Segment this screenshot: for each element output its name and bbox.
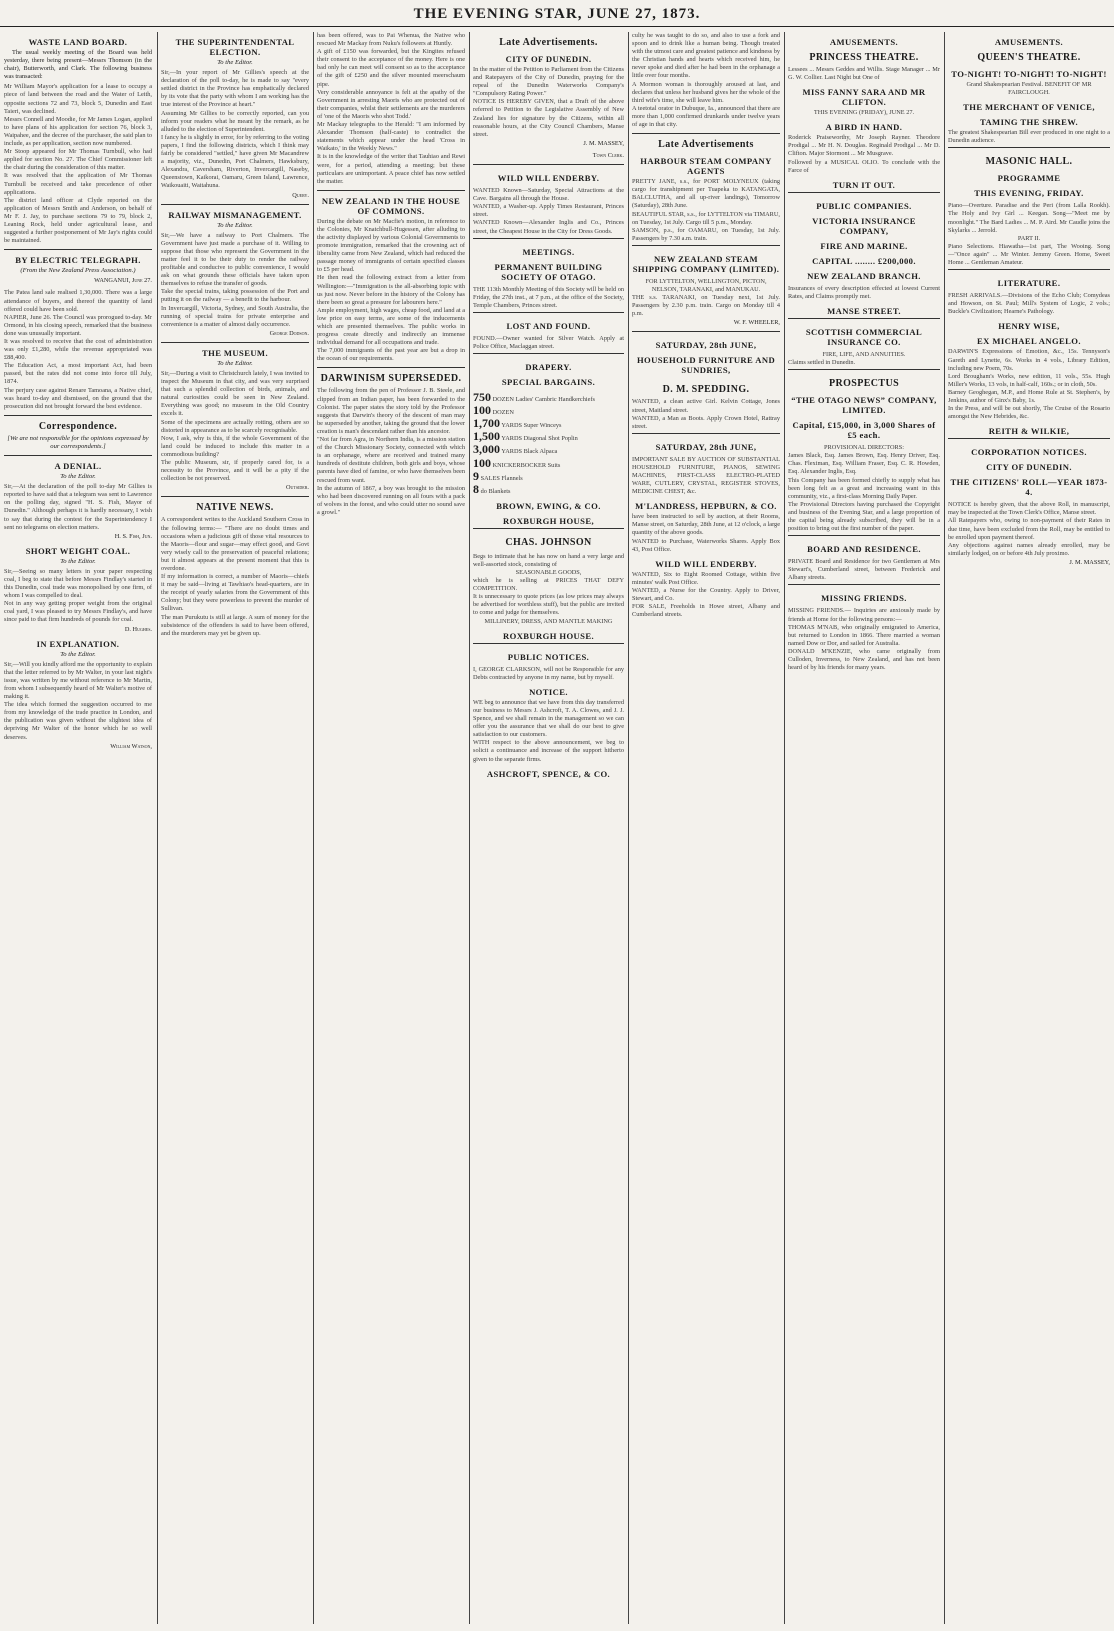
ad-text: Lessees ... Messrs Geddes and Willis. Stage Manager ... Mr G. W. Collier. Last Night but One of [788, 66, 940, 82]
ad-block [473, 353, 624, 391]
column-3 [317, 32, 465, 1624]
ad-block [788, 369, 940, 444]
column-6 [788, 32, 940, 1624]
ad-heading: ROXBURGH HOUSE. [503, 630, 594, 641]
ad-text: Piano—Overture. Paradise and the Peri (from Lalla Rookh). The Holy and Ivy Girl ... Keegan. Song—"Meet me by moonlight." The Bard Ladies ... M. P. Aird. Mr Caudle joins the Skylarks ... Jerrold. PART II. Piano Selections. Hiawatha—1st part, The Wooing. Song—"Once again" ... Mr Winter. Jemmy Green. Home, Sweet Home ... Gentleman Amateur. [948, 202, 1110, 267]
divider [317, 367, 465, 368]
ad-text: In the matter of the Petition to Parliament from the Citizens and Ratepayers of the City of Dunedin, praying for the repeal of the Dunedin Waterworks Company's "Compulsory Rating Power." NOTICE IS HEREBY GIVEN, that a Draft of the above referred to Petition to the Legislative Assembly of New Zealand lies for signature by the Citizens, within all reasonable hours, at the City Council Chambers, Manse street. [473, 66, 624, 138]
headline: RAILWAY MISMANAGEMENT. [168, 209, 302, 220]
ad-heading: HOUSEHOLD FURNITURE AND SUNDRIES, [636, 355, 776, 376]
divider [317, 190, 465, 191]
column-4 [473, 32, 624, 1624]
ad-heading: NEW ZEALAND BRANCH. [807, 270, 921, 281]
ad-text: WANTED, Six to Eight Roomed Cottage, within five minutes' walk Post Office. WANTED, a Nurse for the Country. Apply to Driver, Stewart, and Co. FOR SALE, Freeholds in Howe street, Albany and Cumberland streets. [632, 570, 780, 619]
headline: WASTE LAND BOARD. [28, 37, 128, 47]
ad-text: PRIVATE Board and Residence for two Gentlemen at Mrs Stewart's, Cumberland street, between Frederick and Albany streets. [788, 558, 940, 582]
ad-heading: CITY OF DUNEDIN. [505, 54, 592, 64]
section-header: AMUSEMENTS. [829, 37, 899, 47]
ad-text: PRETTY JANE, s.s., for PORT MOLYNEUX (taking cargo for transhipment per Tuapeka to KATANGATA, BALCLUTHA, and all up-river landings), Tomorrow (Saturday), 28th June. BEAUTIFUL STAR, s.s., for LYTTELTON via TIMARU, on Tuesday, 1st July. Cargo till 5 p.m., Monday. SAMSON, p.s., for OAMARU, on Tuesday, 1st July. Passengers by 7.30 a.m. train. [632, 178, 780, 242]
ad-heading: MISS FANNY SARA AND MR CLIFTON. [802, 87, 926, 108]
ad-text: have been instructed to sell by auction, at their Rooms, Manse street, on Saturday, 28th June, at 12 o'clock, a large quantity of the above goods. WANTED to Purchase, Waterworks Shares. Apply Box 43, Post Office. [632, 513, 780, 553]
column-5 [632, 32, 780, 1624]
divider [4, 455, 152, 456]
ad-heading: WILD WILL ENDERBY. [655, 558, 757, 569]
article-text-body: The following from the pen of Professor J. B. Steele, and clipped from an Indian paper, has been forwarded to the Colonist. The paper states the story told by the Professor suggests that Darwin's theory of the descent of man may be superseded by another, taking the ground that the lower creation is man's descendant rather than his ancestor. "Not far from Agra, in Northern India, is a mission station of the Church Missionary Society, connected with which is an orphanage, where are received and trained many hundreds of destitute children, both girls and boys, whose parents have died of famine, or who have themselves been rescued from want. In the autumn of 1867, a boy was brought to the mission who had been discovered running on all fours with a pack of wolves in the forest, and who could utter no sound save a growl." [317, 387, 465, 516]
masthead-title: THE EVENING STAR, JUNE 27, 1873. [413, 6, 701, 22]
ad-text: WE beg to announce that we have from this day transferred our business to Messrs J. Ashcroft, T. A. Clowes, and J. J. Spence, and we shall remain in the management so we can offer you the assurance that we shall do our best to give satisfaction to our customers. WITH respect to the above announcement, we beg to solicit a continuance and increase of the support hitherto given to the separate firms. [473, 698, 624, 763]
ad-text: FRESH ARRIVALS.—Divisions of the Echo Club; Comydeas and Howson, on St. Paul; Mill's System of Logic, 2 vols.; Buckle's Civilization; Hearne's Pathology. [948, 292, 1110, 316]
letter-signature: William Watson, [110, 742, 152, 750]
section-header: Late Advertisements [658, 139, 754, 151]
ad-text: THIS EVENING (FRIDAY), JUNE 27. [813, 109, 915, 117]
ad-heading: ROXBURGH HOUSE, [503, 515, 594, 526]
article-text-body: A correspondent writes to the Auckland Southern Cross in the following terms:— "There are no doubt times and occasions when a judicious gift of those vital resources to the Maoris—flour and sugar—may effect good, and Govt very wisely call to the preservation of peaceful relations; but it almost appears at the present moment that this is overdone. If my information is correct, a number of Maoris—chiefs it may be said—living at Tawhiao's head-quarters, are in the receipt of yearly salaries from the Government of this Colony; but they were powerless to prevent the murder of Sullivan. The man Purukutu is still at large. A sum of money for the subsistence of the offenders is said to have been offered, and the murderers may yet be given up. [161, 516, 309, 637]
letter-body: Sir,—Seeing so many letters in your paper respecting coal, I beg to state that before Messrs Findlay's started in this Dunedin, coal trade was monopolised by one firm, of whom I was compelled to deal. Not in any way getting proper weight from the original coal yard, I was pleased to try Messrs Findlay's, and have since paid to that firm hundreds of pounds for coal. [4, 567, 152, 624]
divider [161, 204, 309, 205]
section-header: BOARD AND RESIDENCE. [807, 544, 921, 555]
ad-text: I, GEORGE CLARKSON, will not be Responsible for any Debts contracted by anyone in my name, but by myself. [473, 665, 624, 681]
dateline: WANGANUI, June 27. [94, 277, 152, 285]
ad-heading: WILD WILL ENDERBY. [497, 173, 600, 184]
ad-text: culty he was taught to do so, and also to use a fork and spoon and to drink like a human being. Though treated with the utmost care and greatest patience and kindness by the Christian hands and hearts which received him, he never spoke and died after he had been in the orphanage a little over four months. A Mormon woman is thoroughly aroused at last, and declares that unless her husband gives her the whole of the third wife's time, she will leave him. A teetotal orator in Dubuque, Ia., announced that there are more than 1,000 confirmed drunkards under twelve years of age in that city. [632, 32, 780, 129]
ad-heading: TAMING THE SHREW. [979, 117, 1079, 128]
article-text-body: During the debate on Mr Macfie's motion, in reference to the Colonies, Mr Knatchbull-Hugessen, after alluding to the activity displayed by various Colonial Governments to promote immigration, remarked that the crowning act of liberality came from New Zealand, which had reduced the passage money of immigrants of certain specified classes to £5 per head. He then read the following extract from a letter from Wellington:—"Immigration is the all-absorbing topic with us just now. Never before in the history of the Colony has there been so great a pressure for labourers here." Ample employment, high wages, cheap food, and land at a low price on easy terms, are some of the inducements which are presented themselves. The public works in progress create directly and indirectly an immense individual demand for all occupations and trade. The 7,000 immigrants of the past year are but a drop in the ocean of our requirements. [317, 217, 465, 363]
column-7 [948, 32, 1110, 1624]
ad-heading: THIS EVENING, FRIDAY. [974, 188, 1084, 199]
ad-heading: THE MERCHANT OF VENICE, [963, 102, 1095, 113]
column-1 [4, 32, 152, 1624]
ad-block [473, 238, 624, 286]
bargain-quantity: 3,000 [473, 442, 500, 457]
letter-body: Sir,—At the declaration of the poll to-day Mr Gillies is reported to have said that a telegram was sent to Lawrence on the polling day, signed "H. S. Fish, Mayor of Dunedin." Although perhaps it is hardly necessary, I wish to say that during the contest for the Superintendency I sent no telegrams on election matters. [4, 483, 152, 531]
letter-signature: Outsider. [285, 484, 309, 492]
ad-text: Roderick Praiseworthy, Mr Joseph Rayner. Theodore Prodigal ... Mr H. N. Douglas. Reginald Prodigal ... Mr D. Clifton. Major Stormont ... Mr Musgrave. Followed by a MUSICAL OLIO. To conclude with the Farce of [788, 134, 940, 174]
ad-heading: CITY OF DUNEDIN. [986, 462, 1072, 473]
disclaimer: [We are not responsible for the opinions expressed by our correspondents.] [7, 434, 149, 450]
subheading: To the Editor. [60, 473, 96, 481]
ad-heading: NEW ZEALAND STEAM SHIPPING COMPANY (LIMITED). [632, 253, 780, 274]
section-header: MISSING FRIENDS. [821, 593, 907, 604]
ad-block [632, 433, 780, 456]
subheading: (From the New Zealand Press Association.) [20, 267, 136, 275]
ad-heading: SATURDAY, 28th JUNE, [655, 340, 757, 351]
ad-heading: NOTICE. [529, 686, 568, 697]
ad-heading: MANSE STREET. [827, 305, 901, 316]
ad-heading: MASONIC HALL. [985, 156, 1073, 168]
ad-heading: FIRE AND MARINE. [820, 240, 908, 251]
section-header: PUBLIC NOTICES. [507, 651, 590, 662]
ad-text: Grand Shakespearian Festival. BENEFIT OF MR FAIRCLOUGH. [966, 81, 1092, 97]
headline: THE MUSEUM. [202, 347, 268, 358]
divider [632, 133, 780, 134]
letter-body: Sir,—During a visit to Christchurch lately, I was invited to inspect the Museum in that city, and was very surprised that such a splendid collection of birds, animals, and natural curiosities could be seen in New Zealand. Everything was good; no museum in the Old Country excels it. Some of the specimens are actually rotting, others are so distorted in appearance as to be scarcely recognisable. Now, I ask, why is this, if the whole Government of the land could be induced to include this matter in a commodious building? The public Museum, sir, if properly cared for, is a necessity to the Province, and it will be a pity if the collection be not preserved. [161, 370, 309, 483]
ad-text: WANTED Known—Saturday, Special Attractions at the Cave. Bargains all through the House. WANTED, a Washer-up. Apply Times Restaurant, Princes street. WANTED Known—Alexander Inglis and Co., Princes street, the Cheapest House in the City for Dress Goods. [473, 187, 624, 235]
section-header: Correspondence. [38, 420, 118, 432]
ad-block [788, 192, 940, 285]
telegram-body: The Patea land sale realised 1,30,000. There was a large attendance of buyers, and thereof the quantity of land offered could have been sold. NAPIER, June 26. The Council was prorogued to-day. Mr Ormond, in his closing speech, remarked that the business done was unusually important. It was resolved to receive that the cost of administration was only £1,280, while the revenue appropriated was £88,400. The Education Act, a most important Act, had been passed, but the rates did not come into force till July, 1874. The perjury case against Renare Tamoana, a Native chief, was heard to-day and dismissed, on the ground that the prosecution did not brought forward the best evidence. [4, 289, 152, 410]
column-rule [944, 32, 945, 1624]
divider [4, 415, 152, 416]
column-rule [157, 32, 158, 1624]
ad-text: FOR LYTTELTON, WELLINGTON, PICTON, NELSON, TARANAKI, and MANUKAU. THE s.s. TARANAKI, on Tuesday next, 1st July. Passengers by 2.30 p.m. train. Cargo on Monday till 4 p.m. [632, 277, 780, 318]
ad-text: MISSING FRIENDS.— Inquiries are anxiously made by friends at Home for the following persons:— THOMAS M'NAB, who originally emigrated to America, but returned to London in 1866. There married a woman named Dow or Dor, and sailed for Australia. DONALD M'KENZIE, who came originally from Culloden, Inverness, to New Zealand, and has not been heard of by his friends for many years. [788, 607, 940, 672]
ad-heading: SATURDAY, 28th JUNE, [655, 441, 757, 452]
divider [161, 342, 309, 343]
ad-block [788, 584, 940, 607]
ad-heading: ASHCROFT, SPENCE, & CO. [486, 768, 611, 779]
bargain-quantity: 100 [473, 403, 491, 418]
ad-text: THE 113th Monthly Meeting of this Society will be held on Friday, the 27th inst., at 7 p.m., at the office of the Society, Temple Chambers, Princes street. [473, 285, 624, 309]
ad-heading: HENRY WISE, [998, 321, 1060, 332]
subheading: To the Editor. [217, 221, 253, 229]
ad-heading: BROWN, EWING, & CO. [496, 500, 601, 511]
ad-block [948, 147, 1110, 202]
ad-text: Begs to intimate that he has now on hand a very large and well-assorted stock, consisting of SEASONABLE GOODS, which he is selling at PRICES THAT DEFY COMPETITION. It is unnecessary to quote prices (as low prices may always be advertised for worthless stuff), but the public are invited to come and judge for themselves. MILLINERY, DRESS, AND MANTLE MAKING [473, 552, 624, 625]
ad-block [473, 164, 624, 187]
section-header: PUBLIC COMPANIES. [816, 200, 912, 211]
ad-text: IMPORTANT SALE BY AUCTION OF SUBSTANTIAL HOUSEHOLD FURNITURE, PIANOS, SEWING MACHINES, FIRST-CLASS ELECTRO-PLATED WARE, CUTLERY, CRYSTAL, REGISTER STOVES, MEDICINE CHEST, &c. [632, 455, 780, 496]
ad-text: The greatest Shakespearian Bill ever produced in one night to a Dunedin audience. [948, 129, 1110, 145]
ad-heading: HARBOUR STEAM COMPANY AGENTS [640, 156, 772, 177]
subheading: To the Editor. [60, 650, 96, 658]
ad-heading: Capital, £15,000, in 3,000 Shares of £5 each. [792, 420, 936, 441]
ad-heading: SCOTTISH COMMERCIAL INSURANCE CO. [805, 326, 923, 347]
section-header: MEETINGS. [522, 246, 575, 257]
ad-heading: TURN IT OUT. [832, 179, 896, 190]
column-2 [161, 32, 309, 1624]
section-header: Late Advertisements. [499, 37, 598, 48]
ad-block [788, 535, 940, 558]
ad-text: FOUND.—Owner wanted for Silver Watch. Apply at Police Office, Maclaggan street. [473, 334, 624, 350]
ad-block [788, 318, 940, 351]
ad-signature: J. M. MASSEY, [1069, 558, 1110, 566]
letter-body: Sir,—In your report of Mr Gillies's speech at the declaration of the poll to-day, he is made to say "every settled district in the Province has emphatically declared by its vote that the party with whom I am working has the true interest of the Province at heart." Assuming Mr Gillies to be correctly reported, can you inform your readers what he meant by the remark, as he alluded to the election of Superintendent. I fancy he is slightly in error, for by referring to the voting papers, I find the following districts, which I think may fairly be considered "settled," have given Mr Macandrew a majority, viz., Dunedin, Port Chalmers, Hawksbury, Alexandra, Caversham, Riverton, Invercargill, Naseby, Queenstown, Kaikorai, Oamaru, Green Island, Lawrence, Waikouaiti, Waitahuna. [161, 69, 309, 190]
ad-heading: QUEEN'S THEATRE. [977, 52, 1081, 63]
ad-text: WANTED, a clean active Girl. Kelvin Cottage, Jones street, Maitland street. WANTED, a Man as Boots. Apply Crown Hotel, Rattray street. [632, 398, 780, 430]
ad-heading: THE CITIZENS' ROLL—YEAR 1873-4. [950, 477, 1108, 498]
ad-text: DARWIN'S Expressions of Emotion, &c., 15s. Tennyson's Gareth and Lynette, 6s. Works in 4 vols., Library Edition, including new Poem, 70s. Lord Brougham's Works, new edition, 11 vols., 55s. Hugh Miller's Works, 13 vols, in half-calf, 160s.; or in cloth, 50s. Barney Geoghegan, M.P., and Home Rule at St. Stephen's, by Jenkins, author of Ginx's Baby, 1s. In the Press, and will be out shortly, The Cruise of the Rosario amongst the New Hebrides, &c. [948, 348, 1110, 421]
ad-text: FIRE, LIFE, AND ANNUITIES. Claims settled in Dunedin. [788, 350, 906, 367]
ad-heading: EX MICHAEL ANGELO. [977, 336, 1081, 347]
masthead [0, 6, 1114, 27]
article-text-body: has been offered, was to Pai Whenua, the Native who rescued Mr Mackay from Nuku's followers at Huntly. A gift of £150 was forwarded, but the Kingites refused their consent to the acceptance of the money. Here is one bad only he can meet will consent so as to the acceptance of the gift of £250 and the silver mounted meerschaum pipe. Very considerable annoyance is felt at the apathy of the Government in arresting Maoris who are protected out of their companies, whilst their settlements are the murderers of 'one of the Maoris who shot Todd.' Mr Mackay telegraphs to the Herald: "I am informed by Alexander Thomson (half-caste) to contradict the statements which appear under the head 'Cross in Waikato,' in the Weekly News." It is in the knowledge of the writer that Tauhiao and Rewi were, for a period, attending a meeting; but these particulars are unimportant. A peace chief has now settled the matter. [317, 32, 465, 185]
letter-signature: Query. [292, 191, 309, 199]
article-text-body: Mr William Mayor's application for a lease to occupy a piece of land between the road and the Water of Leith, opposite sections 72 and 73, block 5, Dunedin and East Taieri, was declined. Messrs Connell and Moodie, for Mr James Logan, applied to have plans of his application for section 76, block 3, Waipahee, and the decree of the purchaser, the said plan to include, as per application, section now numbered. Mr Stoop appeared for Mr Thomas Turnbull, who had applied for section No. 27. The Chief Commissioner left the chair during the consideration of this matter. It was resolved that the application of Mr Thomas Turnbull be received and take precedence of other applications. The district land officer at Clyde reported on the application of Messrs Smith and Anderson, on behalf of Mr F. J. Jay, to purchase sections 79 to 79, block 2, Leaning Rock, held under agricultural lease, and suggested a further postponement of Mr Jay's rights could be maintained. [4, 83, 152, 245]
headline: SHORT WEIGHT COAL. [25, 545, 131, 556]
ad-block [473, 312, 624, 335]
ad-text: PROVISIONAL DIRECTORS: James Black, Esq. James Brown, Esq. Henry Driver, Esq. Chas. Fleximan, Esq. William Fraser, Esq. C. R. Howden, Esq. Alexander Inglis, Esq. This Company has been formed chiefly to supply what has been long felt as a great and increasing want in this community, viz., a first-class Morning Daily Paper. The Provisional Directors having purchased the Copyright and business of the Evening Star, and a large proportion of the capital being already subscribed, they will be in a position to bring out the first number of the paper. [788, 444, 940, 533]
bargain-quantity: 100 [473, 455, 491, 470]
bargain-quantity: 9 [473, 468, 479, 483]
ad-heading: PRINCESS THEATRE. [809, 52, 919, 63]
ad-block [473, 528, 624, 553]
letter-body: Sir,—We have a railway to Port Chalmers. The Government have just made a purchase of it. Willing to suppose that those who represent the Government in the matter feel it to be their duty to render the railway profitable and conducive to public convenience, I would ask on what grounds these officials have taken upon themselves to refuse the transfer of goods. Take the special trains, taking possession of the Port and putting it on the railway — a benefit to the harbour. In Invercargill, Victoria, Sydney, and South Australia, the running of special trains for private enterprise and convenience is a matter of almost daily occurrence. [161, 231, 309, 328]
ad-text: NOTICE is hereby given, that the above Roll, in manuscript, may be inspected at the Town Clerk's Office, Manse street. All Ratepayers who, owing to non-payment of their Rates in due time, have been excluded from the Roll, may be entitled to be enrolled upon payment thereof. Any objections against names already enrolled, may be similarly lodged, on or before 4th July proximo. [948, 501, 1110, 557]
subheading: To the Editor. [60, 557, 96, 565]
letter-signature: George Dodson. [269, 329, 309, 337]
subheading: To the Editor. [217, 59, 253, 66]
ad-heading: CHAS. JOHNSON [505, 536, 592, 548]
column-rule [469, 32, 470, 1624]
column-rule [313, 32, 314, 1624]
ad-heading: VICTORIA INSURANCE COMPANY, [812, 215, 916, 236]
ad-heading: SPECIAL BARGAINS. [501, 377, 596, 388]
ad-signature: Town Clerk. [592, 151, 624, 159]
column-rule [784, 32, 785, 1624]
headline: IN EXPLANATION. [36, 638, 120, 649]
ad-text: Insurances of every description effected at lowest Current Rates, and Claims promptly met. [788, 284, 940, 300]
headline: NEW ZEALAND IN THE HOUSE OF COMMONS. [321, 195, 461, 216]
section-header: DRAPERY. [525, 362, 572, 373]
headline: BY ELECTRIC TELEGRAPH. [15, 255, 141, 266]
bargain-quantity: 1,700 [473, 416, 500, 431]
ad-heading: REITH & WILKIE, [988, 426, 1070, 437]
ad-signature: W. F. WHEELER, [733, 319, 780, 327]
divider [4, 249, 152, 250]
column-rule [628, 32, 629, 1624]
ad-heading: M'LANDRESS, HEPBURN, & CO. [635, 501, 777, 512]
divider [161, 496, 309, 497]
headline: THE SUPERINTENDENTAL ELECTION. [175, 37, 295, 57]
bargain-quantity: 1,500 [473, 429, 500, 444]
section-header: LITERATURE. [997, 278, 1061, 289]
section-header: CORPORATION NOTICES. [971, 447, 1087, 458]
ad-heading: TO-NIGHT! TO-NIGHT! TO-NIGHT! [951, 69, 1107, 79]
letter-signature: D. Hughes. [124, 625, 152, 633]
bargain-list: 750 DOZEN Ladies' Cambric Handkerchiefs 100 DOZEN 1,700 YARDS Super Winceys 1,500 YARDS Diagonal Shot Poplin 3,000 YARDS Black Alpaca 100 KNICKERBOCKER Suits 9 SALES Flannels 8 do Blankets [473, 390, 595, 496]
ad-heading: “THE OTAGO NEWS” COMPANY, LIMITED. [791, 395, 937, 416]
letter-body: Sir,—Will you kindly afford me the opportunity to explain that the letter referred to by Mr Walter, in your last night's issue, was written by me without reference to Mr Martin, from whom I subsequently heard of Mr Walter's motive of making it. The idea which formed the suggestion occurred to me from my knowledge of the trade practice in London, and the publication was given without the slightest idea of depriving Mr Walter of the honor which he so well deserves. [4, 660, 152, 741]
ad-heading: PERMANENT BUILDING SOCIETY OF OTAGO. [494, 261, 603, 282]
ad-signature: J. M. MASSEY, [583, 139, 624, 147]
ad-heading: D. M. SPEDDING. [662, 384, 750, 396]
ad-heading: PROGRAMME [997, 173, 1061, 184]
ad-block [948, 269, 1110, 292]
ad-heading: A BIRD IN HAND. [825, 122, 903, 133]
article-paragraph: The usual weekly meeting of the Board was held yesterday, there being present—Messrs Thomson (in the chair), Butterworth, and Clark. The following business was transacted: [4, 49, 152, 81]
headline: A DENIAL. [54, 461, 102, 472]
subheading: To the Editor. [217, 359, 253, 367]
section-header: LOST AND FOUND. [506, 320, 591, 331]
headline: DARWINISM SUPERSEDED. [320, 373, 462, 385]
headline: NATIVE NEWS. [196, 502, 274, 514]
section-header: AMUSEMENTS. [994, 37, 1064, 47]
ad-block [632, 331, 780, 379]
letter-signature: H. S. Fish, Jun. [114, 532, 152, 540]
ad-heading: CAPITAL ........ £200,000. [812, 255, 916, 266]
ad-block [632, 245, 780, 278]
ad-block [473, 643, 624, 666]
bargain-quantity: 8 [473, 481, 479, 496]
ad-block [948, 438, 1110, 501]
ad-heading: PROSPECTUS [828, 378, 900, 390]
bargain-quantity: 750 [473, 390, 491, 405]
